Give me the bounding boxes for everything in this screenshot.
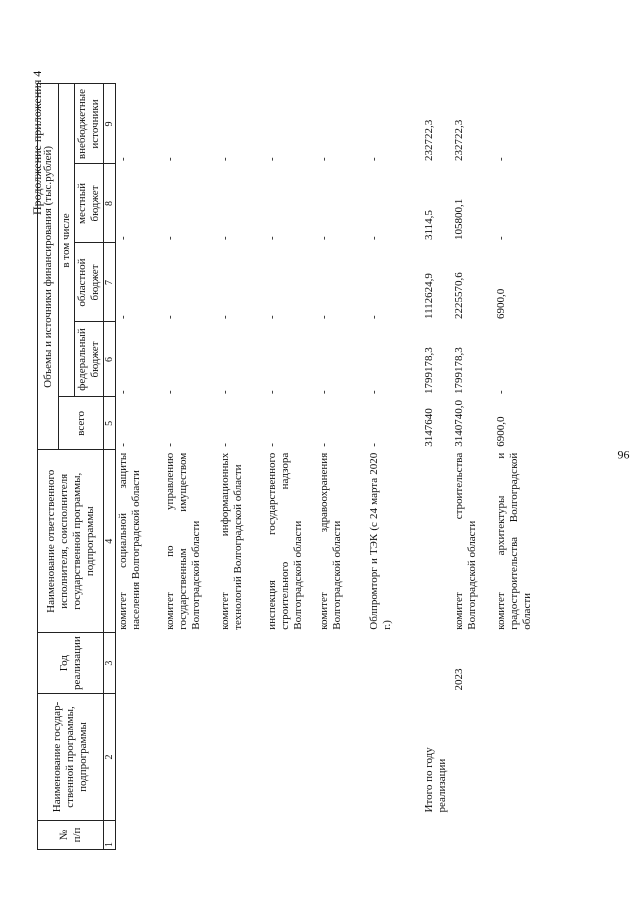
program-name [265, 694, 317, 821]
extra-value: - [163, 157, 176, 161]
header-total: всего [59, 397, 104, 450]
header-local: местный бюджет [75, 164, 104, 243]
executor-name: Облпромторг и ТЭК (с 24 марта 2020 г.) [367, 452, 393, 630]
column-number: 7 [104, 243, 116, 322]
table-row [218, 84, 265, 850]
year [317, 633, 367, 694]
total-value: - [317, 443, 330, 447]
local-value: - [265, 236, 278, 240]
year [218, 633, 265, 694]
executor-name: комитет социальной защиты населения Волгоградской области [117, 452, 142, 630]
regional-value: - [265, 315, 278, 319]
executor-name: комитет строительства Волгоградской области [452, 452, 478, 630]
column-number: 2 [104, 694, 116, 821]
year [163, 633, 218, 694]
total-value: 3147640 [422, 408, 435, 447]
program-name [163, 694, 218, 821]
program-name [452, 694, 494, 821]
local-value: 3114,5 [422, 210, 435, 240]
program-name: Итого по году реализации [422, 747, 448, 813]
federal-value: 1799178,3 [422, 347, 435, 394]
regional-value: - [117, 315, 129, 319]
executor-name: комитет по управлению государственным имуществом Волгоградской области [163, 452, 202, 630]
program-name [116, 694, 163, 821]
year [367, 633, 422, 694]
column-number: 8 [104, 164, 116, 243]
regional-value: - [317, 315, 330, 319]
executor-name: инспекция государственного строительного надзора Волгоградской области [265, 452, 304, 630]
program-name [218, 694, 265, 821]
federal-value: - [317, 390, 330, 394]
executor-name [422, 450, 452, 633]
header-number: № п/п [38, 821, 104, 850]
table-row [163, 84, 218, 850]
regional-value: - [218, 315, 231, 319]
year [116, 633, 163, 694]
program-name [317, 694, 367, 821]
table-row [317, 84, 367, 850]
regional-value: - [163, 315, 176, 319]
table-row [422, 84, 452, 850]
table-row [367, 84, 422, 850]
continuation-title: Продолжение приложения 4 [30, 70, 44, 215]
local-value: - [494, 236, 507, 240]
regional-value: 1112624,9 [422, 273, 435, 319]
year [494, 633, 538, 694]
table-row [452, 84, 494, 850]
header-including: в том числе [59, 84, 75, 397]
header-federal: федеральный бюджет [75, 322, 104, 397]
local-value: - [163, 236, 176, 240]
column-number: 6 [104, 322, 116, 397]
header-regional: областной бюджет [75, 243, 104, 322]
extra-value: - [117, 157, 129, 161]
column-number: 5 [104, 397, 116, 450]
regional-value: 6900,0 [494, 288, 507, 319]
local-value: - [117, 236, 129, 240]
local-value: 105800,1 [452, 198, 465, 240]
federal-value: - [163, 390, 176, 394]
federal-value: - [494, 390, 507, 394]
extra-value: - [317, 157, 330, 161]
header-extra: внебюджетные источники [75, 84, 104, 164]
program-name [367, 694, 422, 821]
year: 2023 [452, 668, 465, 691]
total-value: 6900,0 [494, 416, 507, 447]
local-value: - [218, 236, 231, 240]
total-value: 3140740,0 [452, 400, 465, 447]
total-value: - [218, 443, 231, 447]
header-year: Год реализации [38, 633, 104, 694]
local-value: - [367, 236, 380, 240]
program-name [494, 694, 538, 821]
extra-value: - [265, 157, 278, 161]
local-value: - [317, 236, 330, 240]
header-volumes: Объемы и источники финансирования (тыс.рублей) [38, 84, 59, 450]
federal-value: 1799178,3 [452, 347, 465, 394]
column-number: 3 [104, 633, 116, 694]
column-number: 1 [104, 821, 116, 850]
federal-value: - [367, 390, 380, 394]
extra-value: 232722,3 [422, 119, 435, 161]
total-value: - [163, 443, 176, 447]
extra-value: - [494, 157, 507, 161]
page-number: 96 [617, 447, 630, 462]
federal-value: - [265, 390, 278, 394]
extra-value: - [367, 157, 380, 161]
header-program: Наименование государ-ственной программы, подпрограммы [38, 694, 104, 821]
extra-value: - [218, 157, 231, 161]
header-executor: Наименование ответственного исполнителя, соисполнителя государственной программы, подпрограммы [38, 450, 104, 633]
table-row [494, 84, 538, 850]
total-value: - [117, 443, 129, 447]
regional-value: - [367, 315, 380, 319]
total-value: - [265, 443, 278, 447]
executor-name: комитет информационных технологий Волгоградской области [218, 452, 244, 630]
federal-value: - [218, 390, 231, 394]
regional-value: 2225570,6 [452, 272, 465, 319]
table-row [265, 84, 317, 850]
extra-value: 232722,3 [452, 119, 465, 161]
table-row [116, 84, 163, 850]
federal-value: - [117, 390, 129, 394]
executor-name: комитет архитектуры и градостроительства Волгоградской области [494, 452, 533, 630]
year [422, 633, 452, 694]
column-number: 4 [104, 450, 116, 633]
total-value: - [367, 443, 380, 447]
executor-name: комитет здравоохранения Волгоградской области [317, 452, 343, 630]
column-number-row [104, 84, 116, 850]
year [265, 633, 317, 694]
financing-table [37, 84, 538, 851]
column-number: 9 [104, 84, 116, 164]
